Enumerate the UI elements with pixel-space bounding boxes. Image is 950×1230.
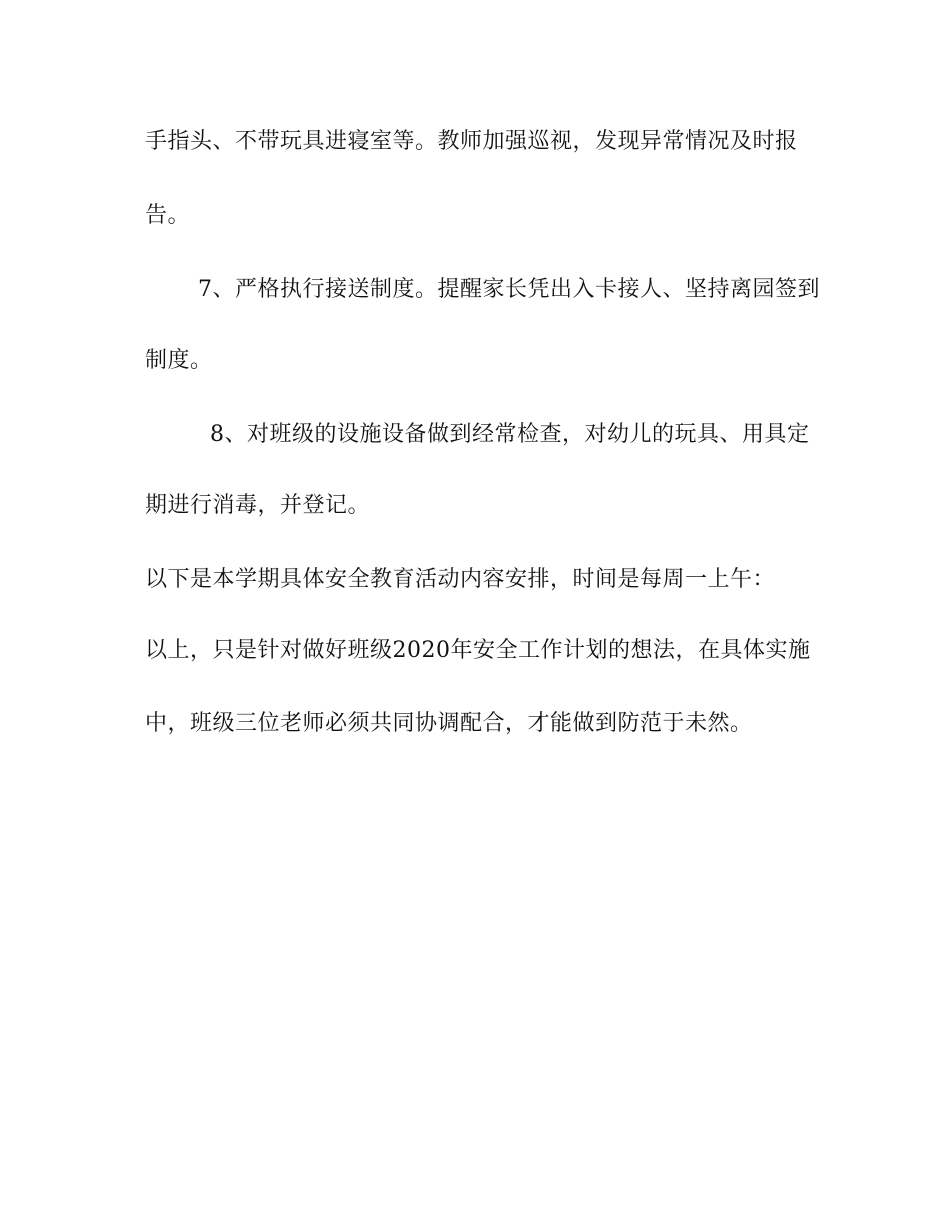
paragraph-line: 告。 [145,203,191,228]
paragraph-line: 手指头、不带玩具进寝室等。教师加强巡视，发现异常情况及时报 [145,129,798,154]
paragraph-line: 7、严格执行接送制度。提醒家长凭出入卡接人、坚持离园签到 [198,277,820,302]
paragraph-line: 中，班级三位老师必须共同协调配合，才能做到防范于未然。 [145,711,753,736]
paragraph-line: 制度。 [145,348,213,373]
paragraph-line: 以下是本学期具体安全教育活动内容安排，时间是每周一上午： [145,567,776,592]
paragraph-line: 以上，只是针对做好班级2020年安全工作计划的想法，在具体实施 [145,638,811,663]
paragraph-line: 8、对班级的设施设备做到经常检查，对幼儿的玩具、用具定 [210,422,810,447]
paragraph-line: 期进行消毒，并登记。 [145,493,371,518]
